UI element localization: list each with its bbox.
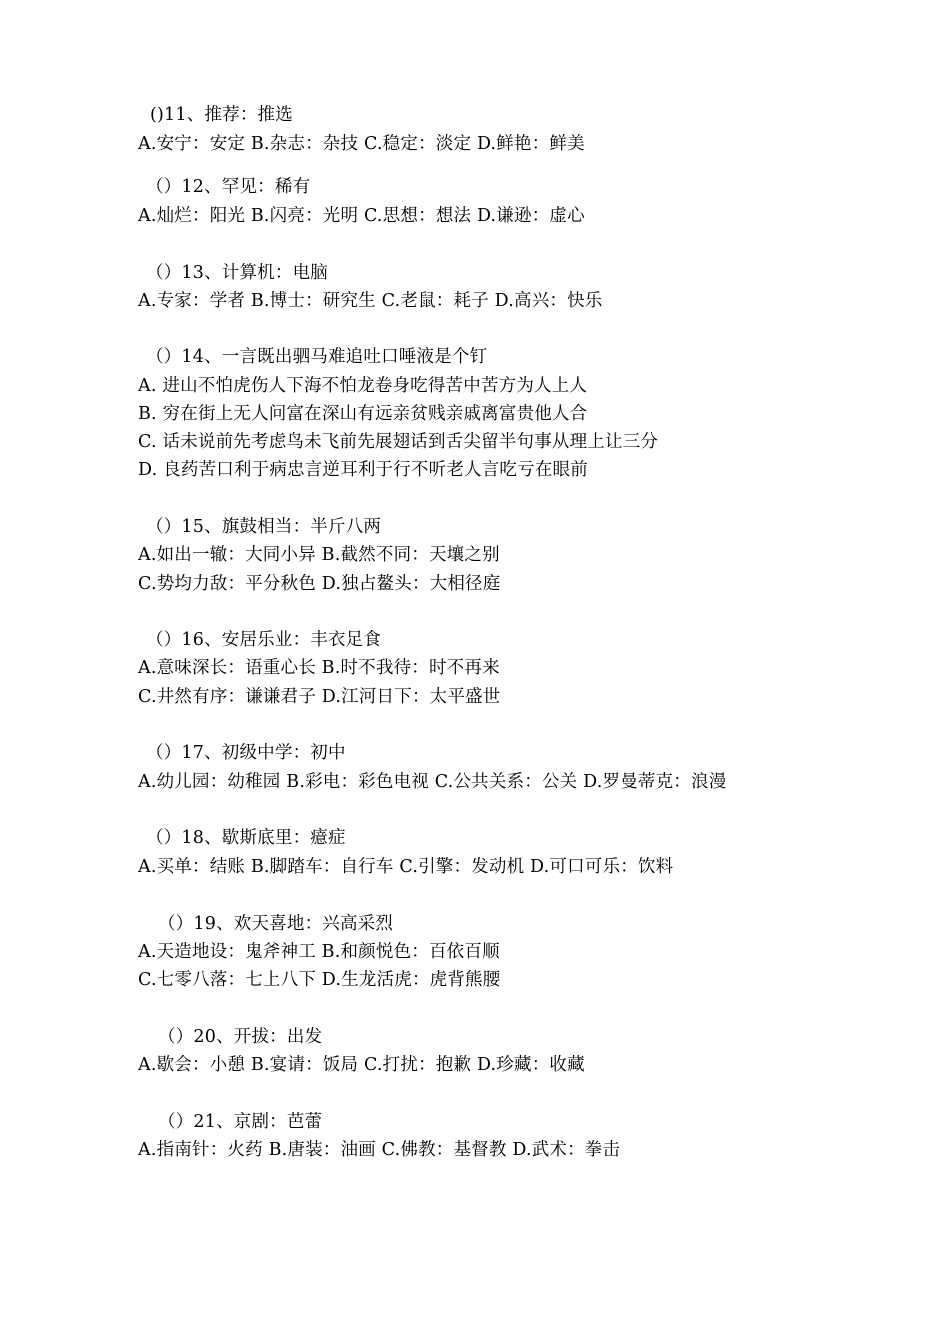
- question-11-stem: ()11、推荐：推选: [150, 105, 293, 125]
- question-16-options-cd: C.井然有序：谦谦君子 D.江河日下：太平盛世: [138, 687, 501, 707]
- question-14-stem: （）14、一言既出驷马难追吐口唾液是个钉: [146, 347, 488, 367]
- question-19-options-cd: C.七零八落：七上八下 D.生龙活虎：虎背熊腰: [138, 970, 501, 990]
- question-14-option-a: A. 进山不怕虎伤人下海不怕龙卷身吃得苦中苦方为人上人: [138, 376, 588, 396]
- question-21-stem: （）21、京剧：芭蕾: [158, 1112, 323, 1132]
- question-16-options-ab: A.意味深长：语重心长 B.时不我待：时不再来: [138, 658, 500, 678]
- question-16-stem: （）16、安居乐业：丰衣足食: [146, 630, 382, 650]
- question-14-option-d: D. 良药苦口利于病忠言逆耳利于行不听老人言吃亏在眼前: [138, 460, 588, 480]
- question-18-stem: （）18、歇斯底里：癔症: [146, 828, 346, 848]
- question-20-stem: （）20、开拔：出发: [158, 1027, 323, 1047]
- question-15-options-ab: A.如出一辙：大同小异 B.截然不同：天壤之别: [138, 545, 500, 565]
- question-14-option-c: C. 话未说前先考虑鸟未飞前先展翅话到舌尖留半句事从理上让三分: [138, 432, 659, 452]
- question-13-options: A.专家：学者 B.博士：研究生 C.老鼠：耗子 D.高兴：快乐: [138, 291, 603, 311]
- question-12-options: A.灿烂：阳光 B.闪亮：光明 C.思想：想法 D.谦逊：虚心: [138, 206, 585, 226]
- question-19-options-ab: A.天造地设：鬼斧神工 B.和颜悦色：百依百顺: [138, 942, 500, 962]
- question-17-options: A.幼儿园：幼稚园 B.彩电：彩色电视 C.公共关系：公关 D.罗曼蒂克：浪漫: [138, 772, 727, 792]
- question-15-options-cd: C.势均力敌：平分秋色 D.独占鳌头：大相径庭: [138, 574, 501, 594]
- question-11-options: A.安宁：安定 B.杂志：杂技 C.稳定：淡定 D.鲜艳：鲜美: [138, 134, 585, 154]
- question-20-options: A.歇会：小憩 B.宴请：饭局 C.打扰：抱歉 D.珍藏：收藏: [138, 1055, 585, 1075]
- question-17-stem: （）17、初级中学：初中: [146, 743, 346, 763]
- question-18-options: A.买单：结账 B.脚踏车：自行车 C.引擎：发动机 D.可口可乐：饮料: [138, 857, 674, 877]
- question-15-stem: （）15、旗鼓相当：半斤八两: [146, 517, 382, 537]
- question-13-stem: （）13、计算机：电脑: [146, 263, 328, 283]
- question-14-option-b: B. 穷在街上无人问富在深山有远亲贫贱亲戚离富贵他人合: [138, 404, 588, 424]
- question-12-stem: （）12、罕见：稀有: [146, 177, 311, 197]
- question-21-options: A.指南针：火药 B.唐装：油画 C.佛教：基督教 D.武术：拳击: [138, 1140, 621, 1160]
- question-19-stem: （）19、欢天喜地：兴高采烈: [158, 914, 394, 934]
